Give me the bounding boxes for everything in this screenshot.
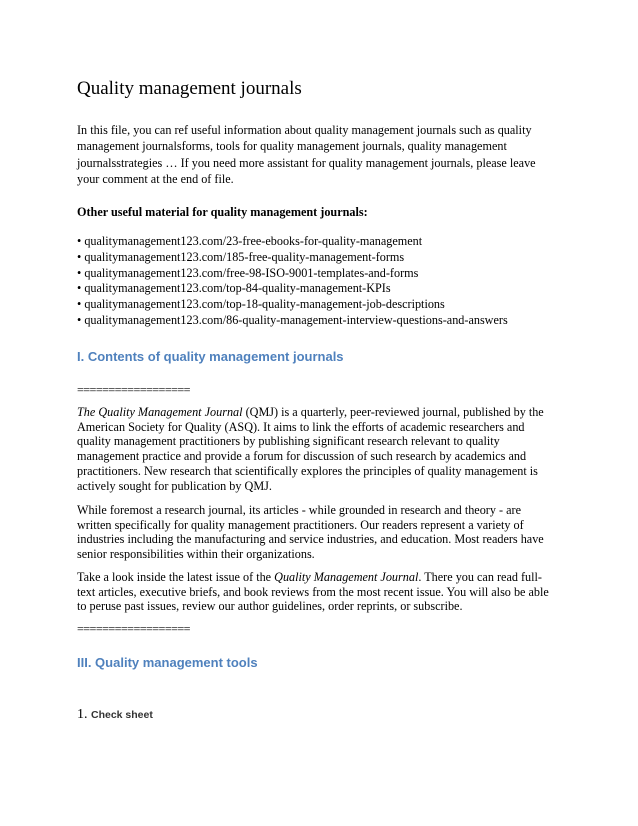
- paragraph-line: practitioners. New research that scientifically explores the principles of quality management is: [77, 463, 538, 478]
- paragraph-line: to peruse past issues, review our author guidelines, order reprints, or subscribe.: [77, 599, 463, 614]
- other-material-heading: Other useful material for quality management journals:: [77, 205, 368, 219]
- paragraph-line: [77, 405, 567, 420]
- paragraph-text: . There you can read full-: [418, 570, 542, 584]
- list-item: • qualitymanagement123.com/top-84-quality-management-KPIs: [77, 281, 391, 296]
- journal-description-paragraph: [77, 405, 567, 493]
- paragraph-line: quality management practitioners by publishing significant research relevant to quality: [77, 434, 500, 449]
- journal-name: The Quality Management Journal: [77, 405, 243, 419]
- intro-paragraph: [77, 122, 567, 187]
- list-item: • qualitymanagement123.com/86-quality-management-interview-questions-and-answers: [77, 312, 508, 327]
- paragraph-line: industries including the manufacturing and service industries, and education. Most readers have: [77, 532, 544, 547]
- list-item: • qualitymanagement123.com/top-18-quality-management-job-descriptions: [77, 297, 445, 312]
- separator: ==================: [77, 383, 190, 397]
- separator: ==================: [77, 622, 190, 636]
- list-item: • qualitymanagement123.com/free-98-ISO-9001-templates-and-forms: [77, 265, 419, 280]
- intro-line: your comment at the end of file.: [77, 171, 234, 186]
- intro-line: journalsstrategies … If you need more assistant for quality management journals, please leave: [77, 155, 536, 170]
- paragraph-line: text articles, executive briefs, and book reviews from the most recent issue. You will also be able: [77, 584, 549, 599]
- intro-line: In this file, you can ref useful information about quality management journals such as quality: [77, 123, 532, 137]
- paragraph-line: actively sought for publication by QMJ.: [77, 478, 272, 493]
- list-item: • qualitymanagement123.com/23-free-ebooks-for-quality-management: [77, 234, 423, 248]
- latest-issue-paragraph: [77, 570, 567, 614]
- paragraph-line: senior responsibilities within their organizations.: [77, 547, 315, 562]
- page-title: Quality management journals: [77, 78, 302, 99]
- list-item: • qualitymanagement123.com/185-free-quality-management-forms: [77, 249, 405, 264]
- paragraph-line: While foremost a research journal, its articles - while grounded in research and theory - are: [77, 503, 521, 517]
- paragraph-line: [77, 570, 567, 585]
- item-label: Check sheet: [91, 709, 153, 721]
- journal-name: Quality Management Journal: [274, 570, 419, 584]
- paragraph-text: Take a look inside the latest issue of the: [77, 570, 275, 584]
- paragraph-text: (QMJ) is a quarterly, peer-reviewed journal, published by the: [242, 405, 544, 419]
- section-heading-contents: I. Contents of quality management journals: [77, 349, 344, 364]
- intro-line: management journalsforms, tools for quality management journals, quality management: [77, 139, 507, 154]
- item-number: 1.: [77, 707, 88, 722]
- numbered-item: [77, 707, 153, 723]
- links-list: [77, 234, 508, 329]
- paragraph-line: American Society for Quality (ASQ). It aims to link the efforts of academic researchers and: [77, 419, 525, 434]
- paragraph-line: management practice and provide a forum for discussion of such research by academics and: [77, 449, 527, 464]
- paragraph-line: written specifically for quality management practitioners. Our readers represent a variety of: [77, 517, 524, 532]
- readers-paragraph: [77, 503, 567, 562]
- section-heading-tools: III. Quality management tools: [77, 655, 258, 670]
